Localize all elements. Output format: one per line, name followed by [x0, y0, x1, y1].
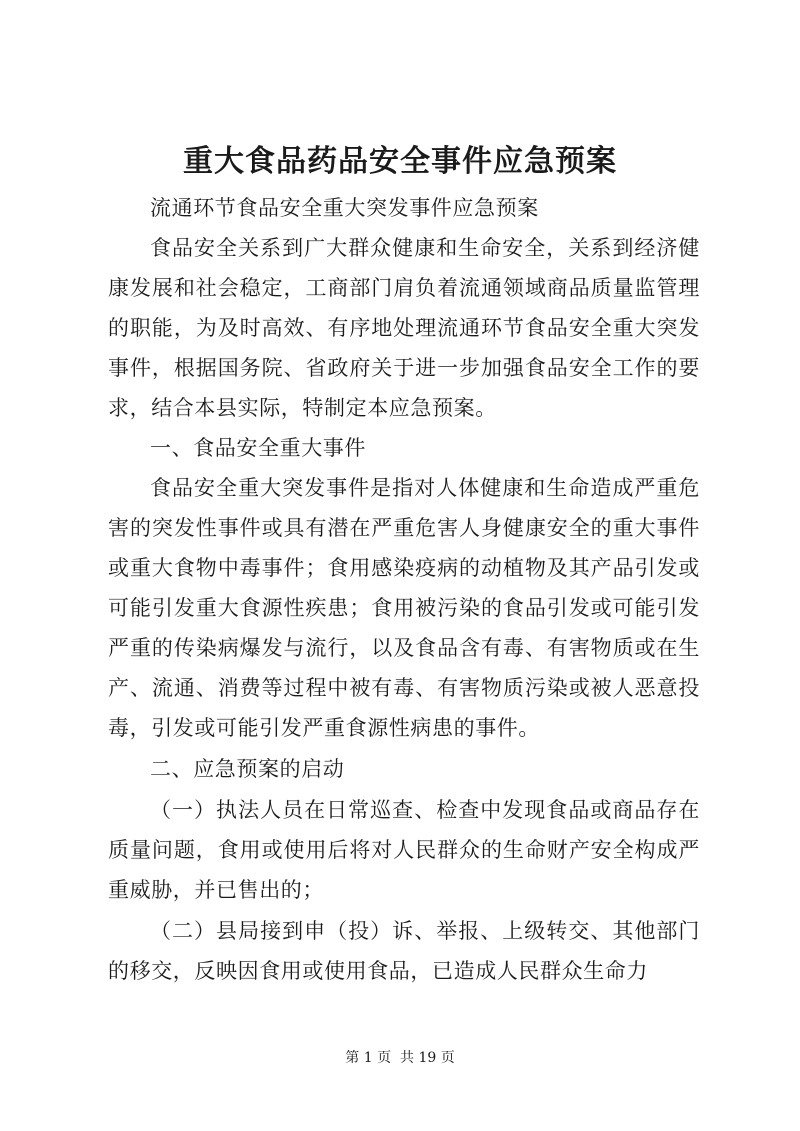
section-heading-1: 一、食品安全重大事件 — [150, 436, 366, 460]
definition-paragraph: 食品安全重大突发事件是指对人体健康和生命造成严重危害的突发性事件或具有潜在严重危害人身健康安全的重大事件或重大食物中毒事件；食用感染疫病的动植物及其产品引发或可能引发重大食源性疾患；食用被污染的食品引发或可能引发严重的传染病爆发与流行，以及食品含有毒、有害物质或在生产、流通、消费等过程中被有毒、有害物质污染或被人恶意投毒，引发或可能引发严重食源性病患的事件。 — [108, 476, 700, 740]
page-footer — [0, 1048, 800, 1068]
section-heading-2: 二、应急预案的启动 — [150, 757, 345, 781]
clause-1-paragraph: （一）执法人员在日常巡查、检查中发现食品或商品存在质量问题，食用或使用后将对人民群众的生命财产安全构成严重威胁，并已售出的； — [108, 798, 700, 902]
subtitle-paragraph: 流通环节食品安全重大突发事件应急预案 — [150, 196, 539, 220]
page-number: 第 1 页 共 19 页 — [345, 1050, 455, 1066]
document-title: 重大食品药品安全事件应急预案 — [183, 144, 617, 179]
clause-2-paragraph: （二）县局接到申（投）诉、举报、上级转交、其他部门的移交，反映因食用或使用食品，已造成人民群众生命力 — [108, 919, 700, 983]
document-body — [108, 188, 700, 991]
intro-paragraph: 食品安全关系到广大群众健康和生命安全，关系到经济健康发展和社会稳定，工商部门肩负着流通领域商品质量监管理的职能，为及时高效、有序地处理流通环节食品安全重大突发事件，根据国务院、省政府关于进一步加强食品安全工作的要求，结合本县实际，特制定本应急预案。 — [108, 236, 700, 420]
